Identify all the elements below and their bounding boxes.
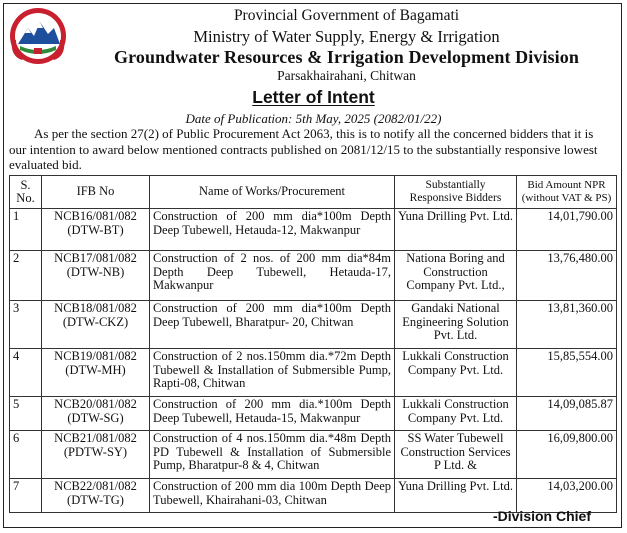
cell-bid: 15,85,554.00: [517, 349, 617, 397]
cell-ifb: [42, 431, 150, 479]
cell-sn: 7: [10, 479, 42, 513]
header-sn: [10, 176, 42, 209]
ifb-number: NCB20/081/082: [54, 397, 137, 411]
cell-work: Construction of 200 mm dia.*100m Depth Deep Tubewell, Hetauda-15, Makwanpur: [150, 397, 395, 431]
header-ifb: IFB No: [42, 176, 150, 209]
table-row: [10, 397, 617, 431]
cell-bid: 14,09,085.87: [517, 397, 617, 431]
header-sn-line1: S.: [20, 177, 31, 192]
government-emblem-icon: [8, 6, 68, 66]
table-row: [10, 431, 617, 479]
cell-sn: 4: [10, 349, 42, 397]
ifb-code: (DTW-SG): [67, 410, 124, 425]
intro-line: evaluated bid.: [9, 157, 82, 172]
table-row: [10, 301, 617, 349]
table-header-row: [10, 176, 617, 209]
ifb-number: NCB17/081/082: [54, 251, 137, 265]
cell-bid: 14,01,790.00: [517, 209, 617, 251]
ifb-code: (DTW-CKZ): [62, 314, 129, 329]
cell-bidder: Yuna Drilling Pvt. Ltd.: [395, 479, 517, 513]
ifb-code: (DTW-NB): [66, 264, 125, 279]
header-division: Groundwater Resources & Irrigation Development Division: [114, 47, 579, 67]
ifb-number: NCB16/081/082: [54, 209, 137, 223]
header-bid: [517, 176, 617, 209]
contracts-table: [9, 175, 617, 513]
cell-ifb: [42, 209, 150, 251]
cell-work: Construction of 200 mm dia*100m Depth Deep Tubewell, Hetauda-12, Makwanpur: [150, 209, 395, 251]
cell-bid: 13,81,360.00: [517, 301, 617, 349]
cell-sn: 6: [10, 431, 42, 479]
ifb-number: NCB18/081/082: [54, 301, 137, 315]
cell-sn: 3: [10, 301, 42, 349]
cell-bid: 14,03,200.00: [517, 479, 617, 513]
cell-bid: 16,09,800.00: [517, 431, 617, 479]
header-bidder-line2: Responsive Bidders: [409, 192, 502, 204]
cell-bidder: Yuna Drilling Pvt. Ltd.: [395, 209, 517, 251]
cell-work: Construction of 200 mm dia*100m Depth Deep Tubewell, Bharatpur- 20, Chitwan: [150, 301, 395, 349]
ifb-number: NCB21/081/082: [54, 431, 137, 445]
cell-sn: 1: [10, 209, 42, 251]
cell-ifb: [42, 251, 150, 301]
header-work: Name of Works/Procurement: [150, 176, 395, 209]
header-location: Parsakhairahani, Chitwan: [277, 68, 416, 83]
header-bidder-line1: Substantially: [425, 178, 486, 191]
cell-bidder: Lukkali Construction Company Pvt. Ltd.: [395, 397, 517, 431]
header-province: Provincial Government of Bagamati: [233, 7, 460, 24]
header-ministry: Ministry of Water Supply, Energy & Irrigation: [193, 27, 500, 46]
table-row: [10, 349, 617, 397]
cell-work: Construction of 2 nos.150mm dia.*72m Depth Tubewell & Installation of Submersible Pump, Rapti-08, Chitwan: [150, 349, 395, 397]
ifb-code: (PDTW-SY): [63, 444, 128, 459]
header-bid-line1: Bid Amount NPR: [527, 178, 606, 191]
publication-date: Date of Publication: 5th May, 2025 (2082/01/22): [185, 111, 442, 126]
signature: -Division Chief: [492, 508, 591, 524]
cell-ifb: [42, 349, 150, 397]
ifb-code: (DTW-MH): [65, 362, 126, 377]
cell-bidder: Nationa Boring and Construction Company Pvt. Ltd.,: [395, 251, 517, 301]
intro-line: our intention to award below mentioned contracts published on 2081/12/15 to the substantially responsive lowest: [9, 141, 598, 157]
cell-work: Construction of 4 nos.150mm dia.*48m Depth PD Tubewell & Installation of Submersible Pump, Bharatpur-8 & 4, Chitwan: [150, 431, 395, 479]
header-sn-line2: No.: [16, 191, 35, 205]
table-row: [10, 251, 617, 301]
ifb-number: NCB19/081/082: [54, 349, 137, 363]
cell-bidder: Lukkali Construction Company Pvt. Ltd.: [395, 349, 517, 397]
cell-bidder: Gandaki National Engineering Solution Pvt. Ltd.: [395, 301, 517, 349]
ifb-code: (DTW-BT): [67, 222, 124, 237]
cell-ifb: [42, 301, 150, 349]
cell-sn: 2: [10, 251, 42, 301]
header-bidder: [395, 176, 517, 209]
cell-work: Construction of 200 mm dia 100m Depth Deep Tubewell, Khairahani-03, Chitwan: [150, 479, 395, 513]
ifb-code: (DTW-TG): [67, 492, 124, 507]
table-row: [10, 209, 617, 251]
header-bid-line2: (without VAT & PS): [521, 192, 612, 204]
page-title: Letter of Intent: [252, 87, 375, 107]
intro-line: As per the section 27(2) of Public Procurement Act 2063, this is to notify all the concerned bidders that it is: [34, 126, 594, 141]
cell-sn: 5: [10, 397, 42, 431]
cell-work: Construction of 2 nos. of 200 mm dia*84m Depth Deep Tubewell, Hetauda-17, Makwanpur: [150, 251, 395, 301]
intro-paragraph: [9, 126, 618, 173]
cell-bid: 13,76,480.00: [517, 251, 617, 301]
cell-ifb: [42, 397, 150, 431]
ifb-number: NCB22/081/082: [54, 479, 137, 493]
cell-bidder: SS Water Tubewell Construction Services P Ltd. &: [395, 431, 517, 479]
cell-ifb: [42, 479, 150, 513]
